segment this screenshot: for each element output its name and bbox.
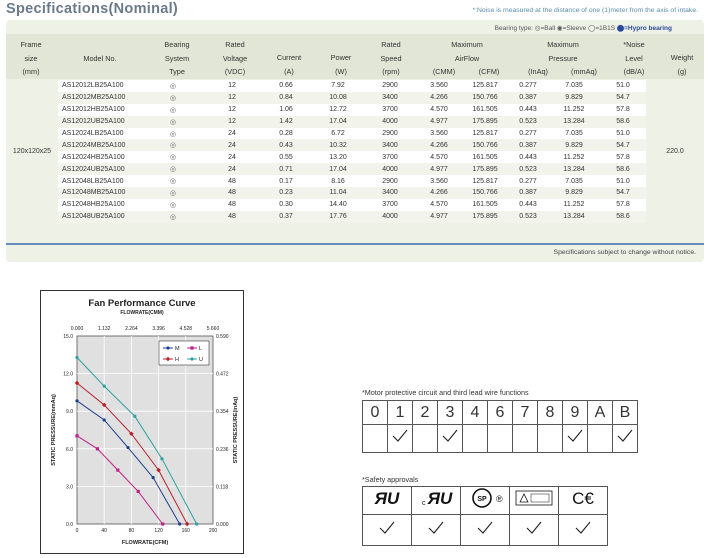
cfm-cell: 161.505: [462, 199, 508, 211]
cmm-cell: 4.977: [416, 116, 462, 128]
model-cell: AS12024LB25A100: [58, 128, 142, 140]
current-cell: 0.43: [260, 139, 312, 151]
mmaq-cell: 9.829: [548, 139, 600, 151]
motor-code-cell: 8: [538, 401, 563, 425]
cfm-cell: 125.817: [462, 175, 508, 187]
table-row: [6, 116, 704, 128]
header-inaq: (InAq): [528, 67, 548, 76]
safety-approvals-title: *Safety approvals: [362, 475, 419, 484]
data-point: [103, 418, 106, 421]
cfm-cell: 175.895: [462, 211, 508, 223]
noise-cell: 57.8: [600, 104, 646, 116]
data-point: [96, 447, 99, 450]
right-tick-label: 0.354: [216, 409, 229, 416]
power-cell: 14.40: [312, 199, 364, 211]
header-current: Current (A): [276, 53, 302, 76]
safety-check-cell: [412, 515, 461, 546]
voltage-cell: 24: [204, 163, 260, 175]
check-icon: [617, 429, 633, 443]
noise-cell: 51.0: [600, 80, 646, 92]
current-cell: 1.42: [260, 116, 312, 128]
power-cell: 12.72: [312, 104, 364, 116]
top-tick-label: 2.264: [125, 326, 138, 332]
bearing-cell: ◎: [142, 104, 204, 116]
data-point: [190, 357, 193, 360]
bearing-cell: ◎: [142, 116, 204, 128]
svg-text:c: c: [422, 500, 426, 507]
data-point: [116, 469, 119, 472]
top-tick-label: 5.660: [206, 326, 220, 332]
cmm-cell: 4.570: [416, 104, 462, 116]
bearing-cell: ◎: [142, 175, 204, 187]
power-cell: 10.32: [312, 139, 364, 151]
voltage-cell: 48: [204, 175, 260, 187]
cfm-cell: 150.766: [462, 139, 508, 151]
safety-mark-cell: [363, 487, 412, 515]
current-cell: 0.30: [260, 199, 312, 211]
fan-performance-chart: [40, 290, 244, 554]
table-row: [6, 80, 704, 92]
motor-functions-grid: [362, 400, 638, 453]
table-row: [6, 104, 704, 116]
mmaq-cell: 13.284: [548, 211, 600, 223]
x-axis-label: FLOWRATE(CFM): [121, 540, 169, 546]
table-row: [6, 128, 704, 140]
voltage-cell: 48: [204, 199, 260, 211]
motor-check-cell: [413, 425, 438, 453]
motor-code-cell: B: [613, 401, 638, 425]
current-cell: 0.55: [260, 151, 312, 163]
inaq-cell: 0.387: [508, 139, 548, 151]
power-cell: 17.04: [312, 163, 364, 175]
header-cmm: (CMM): [432, 67, 456, 76]
x-tick-label: 200: [208, 528, 218, 534]
inaq-cell: 0.387: [508, 92, 548, 104]
model-cell: AS12024UB25A100: [58, 163, 142, 175]
data-point: [152, 476, 155, 479]
table-row: [6, 92, 704, 104]
header-max-pressure: Maximum Pressure: [547, 40, 579, 63]
x-tick-label: 120: [154, 528, 163, 534]
check-icon: [392, 429, 408, 443]
safety-check-cell: [461, 515, 510, 546]
motor-check-cell: [513, 425, 538, 453]
cfm-cell: 161.505: [462, 104, 508, 116]
y-tick-label: 15.0: [63, 334, 73, 340]
chart-svg: [41, 291, 243, 553]
csa-icon: [465, 487, 505, 509]
motor-code-cell: 9: [563, 401, 588, 425]
voltage-cell: 12: [204, 80, 260, 92]
speed-cell: 3700: [364, 151, 416, 163]
safety-mark-cell: [461, 487, 510, 515]
right-tick-label: 0.000: [216, 522, 229, 528]
voltage-cell: 12: [204, 104, 260, 116]
svg-text:SP: SP: [477, 496, 487, 503]
header-weight: Weight (g): [670, 53, 694, 76]
mmaq-cell: 11.252: [548, 104, 600, 116]
svg-text:®: ®: [496, 494, 503, 504]
bearing-cell: ◎: [142, 163, 204, 175]
speed-cell: 4000: [364, 211, 416, 223]
right-tick-label: 0.236: [216, 446, 229, 453]
footnote: Specifications subject to change without notice.: [553, 249, 696, 256]
inaq-cell: 0.443: [508, 199, 548, 211]
tuv-icon: [514, 487, 554, 509]
frame-size-cell: 120x120x25: [12, 147, 52, 155]
speed-cell: 2900: [364, 80, 416, 92]
mmaq-cell: 13.284: [548, 116, 600, 128]
y-tick-label: 9.0: [66, 409, 73, 416]
check-icon: [575, 521, 591, 535]
motor-check-cell: [488, 425, 513, 453]
top-tick-label: 4.528: [179, 326, 193, 332]
cmm-cell: 4.977: [416, 211, 462, 223]
cmm-cell: 4.266: [416, 139, 462, 151]
data-point: [160, 457, 163, 460]
y-tick-label: 6.0: [66, 446, 73, 453]
mmaq-cell: 11.252: [548, 199, 600, 211]
bearing-cell: ◎: [142, 139, 204, 151]
svg-text:C€: C€: [572, 489, 594, 508]
bearing-cell: ◎: [142, 211, 204, 223]
inaq-cell: 0.277: [508, 128, 548, 140]
svg-text:ЯU: ЯU: [374, 489, 400, 508]
inaq-cell: 0.443: [508, 104, 548, 116]
voltage-cell: 24: [204, 139, 260, 151]
inaq-cell: 0.443: [508, 151, 548, 163]
speed-cell: 3700: [364, 199, 416, 211]
table-row: [6, 151, 704, 163]
motor-functions-title: *Motor protective circuit and third lead wire functions: [362, 388, 529, 397]
current-cell: 0.17: [260, 175, 312, 187]
bearing-cell: ◎: [142, 187, 204, 199]
bearing-cell: ◎: [142, 80, 204, 92]
model-cell: AS12012UB25A100: [58, 116, 142, 128]
cul-recognized-icon: [416, 487, 456, 509]
cmm-cell: 4.570: [416, 151, 462, 163]
table-row: [6, 139, 704, 151]
table-row: [6, 187, 704, 199]
check-icon: [477, 521, 493, 535]
safety-check-cell: [363, 515, 412, 546]
speed-cell: 2900: [364, 128, 416, 140]
top-tick-label: 0.000: [70, 326, 84, 332]
model-cell: AS12024HB25A100: [58, 151, 142, 163]
table-row: [6, 175, 704, 187]
y-axis-label-right: STATIC PRESSURE(inAq): [233, 396, 239, 464]
check-icon: [428, 521, 444, 535]
noise-cell: 57.8: [600, 151, 646, 163]
noise-cell: 54.7: [600, 92, 646, 104]
cmm-cell: 4.266: [416, 187, 462, 199]
legend-label: M: [175, 346, 180, 352]
table-row: [6, 211, 704, 223]
noise-cell: 58.6: [600, 116, 646, 128]
data-point: [137, 490, 140, 493]
bearing-cell: ◎: [142, 151, 204, 163]
motor-code-cell: 7: [513, 401, 538, 425]
speed-cell: 3700: [364, 104, 416, 116]
motor-code-cell: 3: [438, 401, 463, 425]
motor-check-cell: [363, 425, 388, 453]
top-tick-label: 3.396: [152, 326, 165, 332]
power-cell: 13.20: [312, 151, 364, 163]
mmaq-cell: 9.829: [548, 187, 600, 199]
motor-check-cell: [388, 425, 413, 453]
legend-label: U: [199, 357, 203, 363]
bearing-type-legend: Bearing type: ◎=Ball ◉=Sleeve ◯=1B1S ⬤=Hypro bearing: [494, 25, 672, 32]
header-rated-voltage: Rated Voltage (VDC): [222, 40, 248, 76]
y-tick-label: 0.0: [66, 522, 73, 528]
table-row: [6, 163, 704, 175]
speed-cell: 4000: [364, 163, 416, 175]
specs-table: [6, 80, 704, 223]
inaq-cell: 0.277: [508, 175, 548, 187]
cfm-cell: 175.895: [462, 163, 508, 175]
inaq-cell: 0.523: [508, 163, 548, 175]
noise-cell: 51.0: [600, 175, 646, 187]
check-icon: [526, 521, 542, 535]
data-point: [190, 346, 193, 349]
speed-cell: 3400: [364, 187, 416, 199]
header-model-no: Model No.: [83, 54, 117, 63]
header-frame-size: Frame size (mm): [20, 40, 42, 76]
motor-code-cell: 6: [488, 401, 513, 425]
noise-cell: 54.7: [600, 139, 646, 151]
header-rated-speed: Rated Speed (rpm): [380, 40, 402, 76]
model-cell: AS12012LB25A100: [58, 80, 142, 92]
cmm-cell: 3.560: [416, 175, 462, 187]
bearing-cell: ◎: [142, 199, 204, 211]
mmaq-cell: 11.252: [548, 151, 600, 163]
speed-cell: 2900: [364, 175, 416, 187]
power-cell: 17.76: [312, 211, 364, 223]
safety-mark-cell: [510, 487, 559, 515]
power-cell: 17.04: [312, 116, 364, 128]
data-point: [75, 399, 78, 402]
x-tick-label: 160: [181, 528, 190, 534]
cfm-cell: 161.505: [462, 151, 508, 163]
speed-cell: 3400: [364, 92, 416, 104]
model-cell: AS12012MB25A100: [58, 92, 142, 104]
power-cell: 11.04: [312, 187, 364, 199]
y-tick-label: 3.0: [66, 484, 73, 491]
mmaq-cell: 9.829: [548, 92, 600, 104]
y-tick-label: 12.0: [63, 371, 73, 378]
header-power: Power (W): [330, 53, 352, 76]
safety-check-cell: [510, 515, 559, 546]
model-cell: AS12048UB25A100: [58, 211, 142, 223]
noise-cell: 51.0: [600, 128, 646, 140]
motor-code-cell: A: [588, 401, 613, 425]
inaq-cell: 0.387: [508, 187, 548, 199]
cmm-cell: 4.977: [416, 163, 462, 175]
inaq-cell: 0.523: [508, 116, 548, 128]
noise-note: *:Noise is measured at the distance of one (1)meter from the axis of intake.: [472, 7, 698, 14]
cfm-cell: 150.766: [462, 187, 508, 199]
speed-cell: 4000: [364, 116, 416, 128]
right-tick-label: 0.590: [216, 334, 229, 340]
power-cell: 10.08: [312, 92, 364, 104]
chart-title: Fan Performance Curve: [88, 298, 196, 309]
cmm-cell: 3.560: [416, 80, 462, 92]
current-cell: 0.71: [260, 163, 312, 175]
data-point: [75, 356, 78, 359]
header-bearing-system: Bearing System Type: [164, 40, 190, 76]
power-cell: 8.16: [312, 175, 364, 187]
safety-mark-cell: [412, 487, 461, 515]
noise-cell: 58.6: [600, 163, 646, 175]
mmaq-cell: 7.035: [548, 80, 600, 92]
motor-code-cell: 4: [463, 401, 488, 425]
header-cfm: (CFM): [478, 67, 500, 76]
ce-icon: [563, 487, 603, 509]
voltage-cell: 12: [204, 92, 260, 104]
model-cell: AS12024MB25A100: [58, 139, 142, 151]
motor-check-cell: [538, 425, 563, 453]
ul-recognized-icon: [367, 487, 407, 509]
voltage-cell: 24: [204, 128, 260, 140]
motor-code-cell: 0: [363, 401, 388, 425]
check-icon: [442, 429, 458, 443]
voltage-cell: 48: [204, 211, 260, 223]
current-cell: 0.37: [260, 211, 312, 223]
motor-check-cell: [438, 425, 463, 453]
y-axis-label-left: STATIC PRESSURE(mmAq): [51, 394, 57, 466]
page-title: Specifications(Nominal): [6, 1, 179, 17]
data-point: [195, 522, 198, 525]
noise-cell: 58.6: [600, 211, 646, 223]
mmaq-cell: 7.035: [548, 175, 600, 187]
data-point: [178, 522, 181, 525]
power-cell: 6.72: [312, 128, 364, 140]
noise-cell: 57.8: [600, 199, 646, 211]
data-point: [133, 415, 136, 418]
model-cell: AS12048MB25A100: [58, 187, 142, 199]
cfm-cell: 175.895: [462, 116, 508, 128]
motor-code-cell: 1: [388, 401, 413, 425]
current-cell: 1.06: [260, 104, 312, 116]
speed-cell: 3400: [364, 139, 416, 151]
model-cell: AS12012HB25A100: [58, 104, 142, 116]
current-cell: 0.66: [260, 80, 312, 92]
x-tick-label: 80: [128, 528, 135, 534]
cmm-cell: 4.266: [416, 92, 462, 104]
data-point: [75, 434, 78, 437]
voltage-cell: 24: [204, 151, 260, 163]
data-point: [161, 522, 164, 525]
data-point: [126, 446, 129, 449]
check-icon: [567, 429, 583, 443]
safety-mark-cell: [559, 487, 608, 515]
x-tick-label: 40: [101, 528, 107, 534]
cfm-cell: 125.817: [462, 80, 508, 92]
right-tick-label: 0.472: [216, 371, 229, 378]
power-cell: 7.92: [312, 80, 364, 92]
header-mmaq: (mmAq): [571, 67, 597, 76]
current-cell: 0.84: [260, 92, 312, 104]
cfm-cell: 150.766: [462, 92, 508, 104]
inaq-cell: 0.277: [508, 80, 548, 92]
cmm-cell: 3.560: [416, 128, 462, 140]
model-cell: AS12048HB25A100: [58, 199, 142, 211]
mmaq-cell: 7.035: [548, 128, 600, 140]
svg-text:ЯU: ЯU: [427, 489, 453, 508]
right-tick-label: 0.118: [216, 484, 229, 491]
legend-label: L: [199, 346, 203, 352]
check-icon: [379, 521, 395, 535]
legend-label: H: [175, 357, 179, 363]
motor-check-cell: [613, 425, 638, 453]
motor-check-cell: [463, 425, 488, 453]
table-divider: [6, 243, 704, 245]
data-point: [103, 385, 106, 388]
safety-approvals-grid: [362, 486, 608, 546]
motor-check-cell: [563, 425, 588, 453]
cmm-cell: 4.570: [416, 199, 462, 211]
x-tick-label: 0: [75, 528, 79, 534]
mmaq-cell: 13.284: [548, 163, 600, 175]
noise-cell: 54.7: [600, 187, 646, 199]
header-noise: *Noise Level (dB/A): [623, 40, 645, 76]
safety-check-cell: [559, 515, 608, 546]
bearing-cell: ◎: [142, 92, 204, 104]
weight-cell: 220.0: [666, 147, 684, 155]
voltage-cell: 12: [204, 116, 260, 128]
current-cell: 0.23: [260, 187, 312, 199]
bearing-cell: ◎: [142, 128, 204, 140]
voltage-cell: 48: [204, 187, 260, 199]
data-point: [166, 346, 169, 349]
header-max-airflow: Maximum AirFlow: [451, 40, 483, 63]
motor-check-cell: [588, 425, 613, 453]
cfm-cell: 125.817: [462, 128, 508, 140]
chart-subtitle: FLOWRATE(CMM): [120, 310, 164, 316]
top-tick-label: 1.132: [97, 326, 111, 332]
model-cell: AS12048LB25A100: [58, 175, 142, 187]
inaq-cell: 0.523: [508, 211, 548, 223]
current-cell: 0.28: [260, 128, 312, 140]
table-row: [6, 199, 704, 211]
motor-code-cell: 2: [413, 401, 438, 425]
